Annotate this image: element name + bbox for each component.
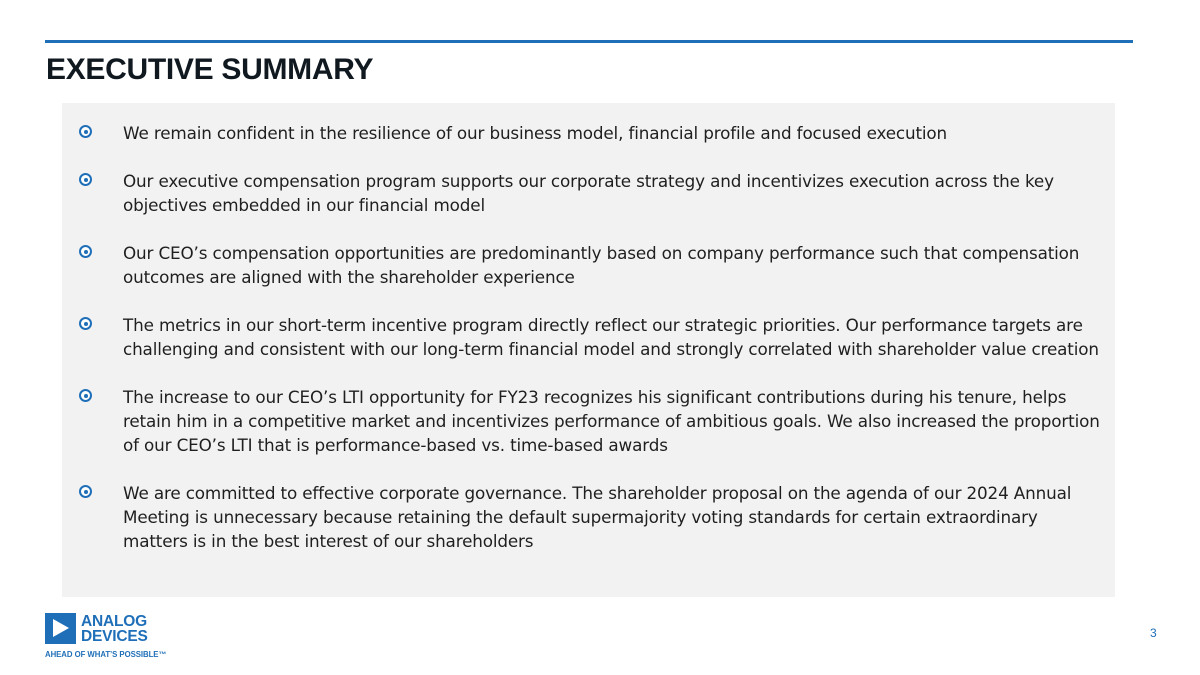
radio-bullet-icon xyxy=(79,389,92,402)
bullet-item xyxy=(62,385,1115,457)
summary-panel xyxy=(62,103,1115,597)
bullet-list xyxy=(62,121,1115,577)
analog-devices-logo xyxy=(45,613,165,663)
bullet-text: We remain confident in the resilience of our business model, financial profile and focused execution xyxy=(123,123,947,143)
top-rule xyxy=(45,40,1133,43)
radio-bullet-icon xyxy=(79,485,92,498)
bullet-item xyxy=(62,313,1115,361)
radio-bullet-icon xyxy=(79,245,92,258)
play-triangle-logo-icon xyxy=(45,613,76,644)
logo-wordmark-line2: DEVICES xyxy=(81,628,148,645)
bullet-item xyxy=(62,241,1115,289)
bullet-text: The increase to our CEO’s LTI opportunity for FY23 recognizes his significant contributions during his tenure, helps retain him in a competitive market and incentivizes performance of ambitious goals. We also increased the proportion of our CEO’s LTI that is performance-based vs. time-based awards xyxy=(123,387,1100,455)
bullet-item xyxy=(62,169,1115,217)
logo-tagline: AHEAD OF WHAT’S POSSIBLE™ xyxy=(45,650,167,659)
radio-bullet-icon xyxy=(79,173,92,186)
bullet-text: We are committed to effective corporate governance. The shareholder proposal on the agenda of our 2024 Annual Meeting is unnecessary because retaining the default supermajority voting standards for certain extraordinary matters is in the best interest of our shareholders xyxy=(123,483,1072,551)
logo-wordmark-line1: ANALOG xyxy=(81,613,147,630)
page-number: 3 xyxy=(1150,626,1157,640)
bullet-text: Our executive compensation program supports our corporate strategy and incentivizes execution across the key objectives embedded in our financial model xyxy=(123,171,1054,215)
bullet-text: The metrics in our short-term incentive program directly reflect our strategic priorities. Our performance targets are challenging and consistent with our long-term financial model and strongly correlated with shareholder value creation xyxy=(123,315,1099,359)
slide-title: EXECUTIVE SUMMARY xyxy=(46,53,374,86)
bullet-item xyxy=(62,121,1115,145)
bullet-text: Our CEO’s compensation opportunities are predominantly based on company performance such that compensation outcomes are aligned with the shareholder experience xyxy=(123,243,1080,287)
radio-bullet-icon xyxy=(79,317,92,330)
radio-bullet-icon xyxy=(79,125,92,138)
bullet-item xyxy=(62,481,1115,553)
